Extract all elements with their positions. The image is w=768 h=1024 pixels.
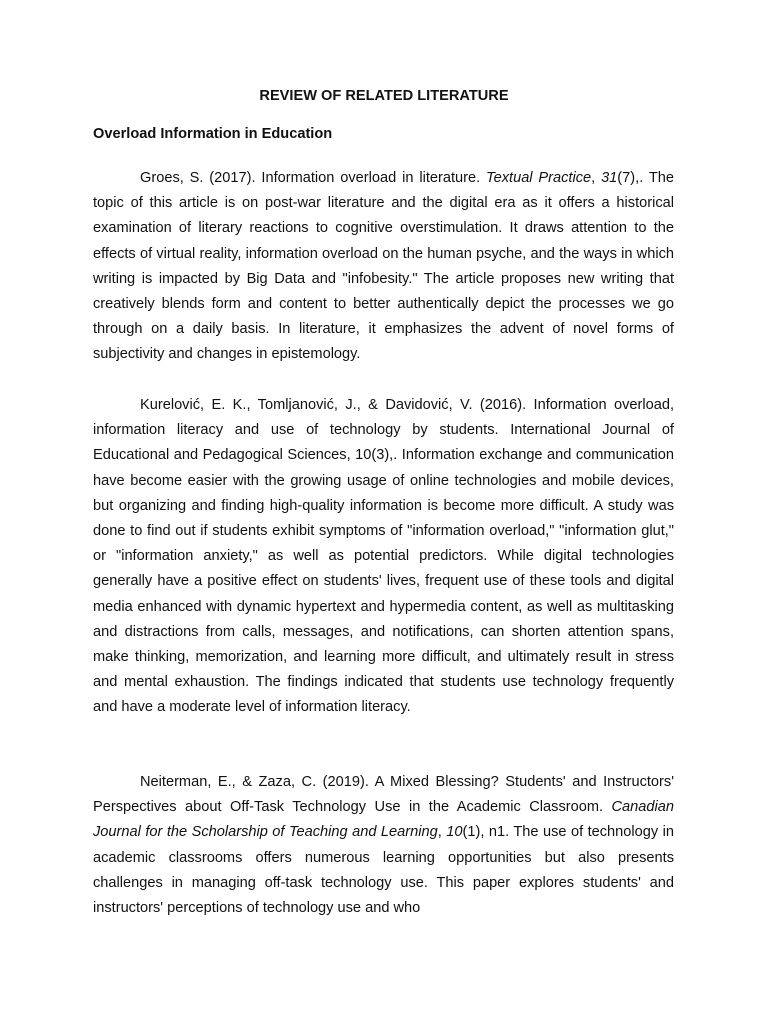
section-heading: Overload Information in Education bbox=[93, 126, 333, 142]
citation-separator: , bbox=[591, 170, 602, 186]
journal-title: Textual Practice bbox=[486, 170, 592, 186]
entry-summary: The use of technology in academic classrooms offers numerous learning opportunities but also presents challenges in managing off-task technology use. This paper explores students' and instructors' perceptions of technology use and who bbox=[93, 824, 675, 917]
journal-title: Canadian Journal for the Scholarship of Teaching and Learning bbox=[93, 799, 674, 841]
page-title: REVIEW OF RELATED LITERATURE bbox=[259, 88, 509, 104]
journal-volume: 10 bbox=[446, 824, 463, 841]
citation-text: Groes, S. (2017). Information overload in literature. bbox=[140, 170, 487, 186]
literature-entry-neiterman bbox=[93, 770, 674, 921]
entry-summary: Information exchange and communication have become easier with the growing usage of online technologies and mobile devices, but organizing and finding high-quality information is become more difficult. A study was done to find out if students exhibit symptoms of "information overload," "information glut," or "information anxiety," as well as potential predictors. While digital technologies generally have a positive effect on students' lives, frequent use of these tools and digital media enhanced with dynamic hypertext and hypermedia content, as well as multitasking and distractions from calls, messages, and notifications, can shorten attention spans, make thinking, memorization, and learning more difficult, and ultimately result in stress and mental exhaustion. The findings indicated that students use technology frequently and have a moderate level of information literacy. bbox=[93, 447, 674, 716]
literature-entry-kurelovic bbox=[93, 393, 674, 721]
citation-separator: , bbox=[437, 824, 447, 841]
journal-issue: (7),. bbox=[617, 170, 649, 186]
citation-text: Neiterman, E., & Zaza, C. (2019). A Mixed Blessing? Students' and Instructors' Perspectives about Off-Task Technology Use in the Academic Classroom. bbox=[93, 774, 674, 816]
literature-entry-groes bbox=[93, 166, 674, 368]
journal-issue: (1), n1. bbox=[462, 824, 514, 841]
citation-text: Kurelović, E. K., Tomljanović, J., & Davidović, V. (2016). Information overload, information literacy and use of technology by students. International Journal of Educational and Pedagogical Sciences, 10(3),. bbox=[93, 397, 674, 464]
entry-summary: The topic of this article is on post-war literature and the digital era as it offers a historical examination of literary reactions to cognitive overstimulation. It draws attention to the effects of virtual reality, information overload on the human psyche, and the ways in which writing is impacted by Big Data and "infobesity." The article proposes new writing that creatively blends form and content to better authentically depict the processes we go through on a daily basis. In literature, it emphasizes the advent of novel forms of subjectivity and changes in epistemology. bbox=[93, 170, 674, 363]
journal-volume: 31 bbox=[601, 170, 618, 186]
